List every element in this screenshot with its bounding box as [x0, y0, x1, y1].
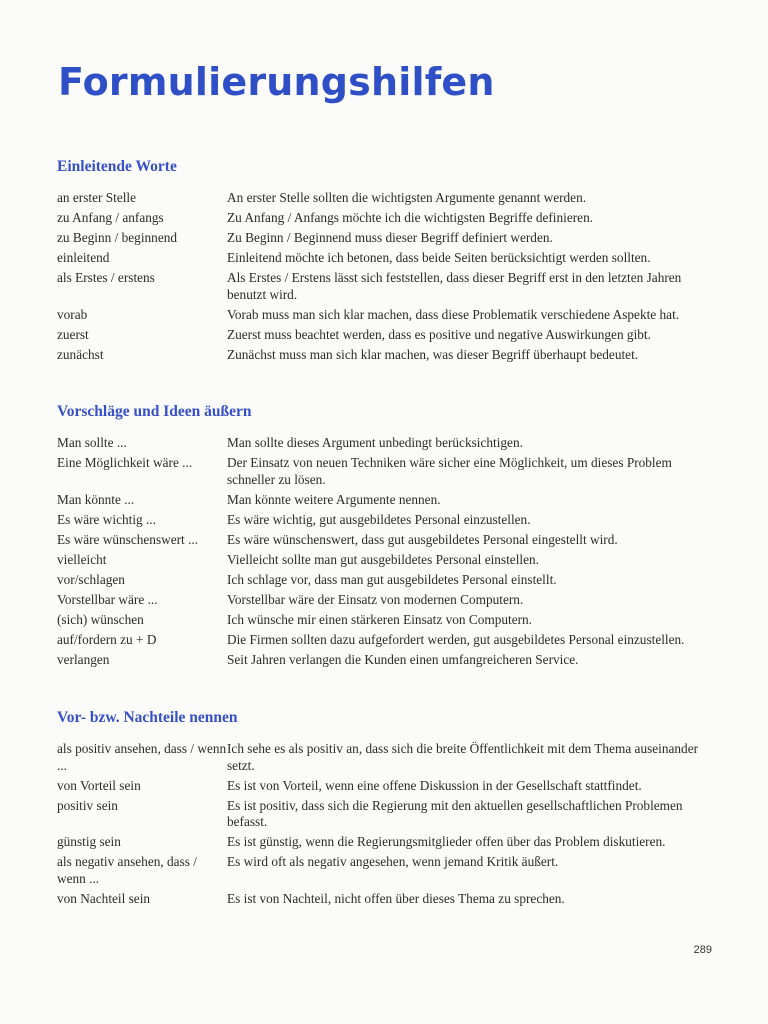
phrase-term: Eine Möglichkeit wäre ... [57, 455, 193, 470]
phrase-term: auf/fordern zu + D [57, 631, 157, 647]
phrase-example: Zunächst muss man sich klar machen, was dieser Begriff überhaupt bedeutet. [227, 346, 639, 362]
phrase-row [57, 778, 717, 795]
phrase-list [57, 741, 717, 907]
phrase-term: einleitend [57, 250, 110, 265]
phrase-example: Ich sehe es als positiv an, dass sich die breite Öffentlichkeit mit dem Thema auseinander setzt. [227, 741, 699, 773]
phrase-term: als negativ ansehen, dass / wenn ... [57, 854, 197, 886]
phrase-example: Die Firmen sollten dazu aufgefordert werden, gut ausgebildetes Personal einzustellen. [227, 631, 685, 647]
phrase-example: Es wird oft als negativ angesehen, wenn jemand Kritik äußert. [227, 854, 559, 869]
phrase-example: Es ist positiv, dass sich die Regierung mit den aktuellen gesellschaftlichen Problemen befasst. [227, 797, 683, 829]
phrase-example: Ich schlage vor, dass man gut ausgebildetes Personal einstellt. [227, 571, 557, 587]
phrase-example: Als Erstes / Erstens lässt sich feststellen, dass dieser Begriff erst in den letzten Jahren benutzt wird. [227, 270, 682, 302]
section-vor-nachteile [57, 709, 717, 911]
phrase-list [57, 190, 717, 363]
phrase-example: Es wäre wünschenswert, dass gut ausgebildetes Personal eingestellt wird. [227, 531, 618, 547]
phrase-term: günstig sein [57, 834, 121, 849]
phrase-example: Einleitend möchte ich betonen, dass beide Seiten berücksichtigt werden sollten. [227, 250, 651, 265]
section-heading: Einleitende Worte [57, 158, 177, 175]
phrase-example: Man sollte dieses Argument unbedingt berücksichtigen. [227, 435, 523, 450]
phrase-example: Es ist von Vorteil, wenn eine offene Diskussion in der Gesellschaft stattfindet. [227, 777, 642, 793]
phrase-term: zu Beginn / beginnend [57, 230, 178, 245]
phrase-example: Der Einsatz von neuen Techniken wäre sicher eine Möglichkeit, um dieses Problem schneller zu lösen. [227, 455, 672, 487]
phrase-row [57, 632, 717, 649]
phrase-example: Es wäre wichtig, gut ausgebildetes Personal einzustellen. [227, 511, 531, 527]
phrase-row [57, 270, 717, 303]
phrase-example: Vorab muss man sich klar machen, dass diese Problematik verschiedene Aspekte hat. [227, 306, 680, 322]
phrase-row [57, 612, 717, 629]
section-vorschlaege [57, 403, 717, 672]
phrase-example: Vorstellbar wäre der Einsatz von modernen Computern. [227, 591, 524, 607]
phrase-example: Zuerst muss beachtet werden, dass es positive und negative Auswirkungen gibt. [227, 326, 651, 342]
phrase-row [57, 532, 717, 549]
phrase-term: Man könnte ... [57, 491, 135, 507]
phrase-row [57, 230, 717, 247]
phrase-row [57, 492, 717, 509]
phrase-term: (sich) wünschen [57, 611, 144, 627]
phrase-term: positiv sein [57, 797, 118, 813]
phrase-row [57, 327, 717, 344]
phrase-row [57, 512, 717, 529]
phrase-row [57, 307, 717, 324]
phrase-example: Zu Anfang / Anfangs möchte ich die wichtigsten Begriffe definieren. [227, 210, 594, 225]
phrase-term: zuerst [57, 326, 89, 342]
phrase-term: vorab [57, 306, 88, 322]
section-heading: Vorschläge und Ideen äußern [57, 403, 252, 420]
phrase-term: Es wäre wichtig ... [57, 511, 156, 527]
phrase-term: verlangen [57, 651, 110, 667]
phrase-row [57, 834, 717, 851]
page-number: 289 [693, 944, 712, 956]
phrase-term: von Nachteil sein [57, 890, 151, 906]
phrase-example: An erster Stelle sollten die wichtigsten Argumente genannt werden. [227, 190, 587, 205]
phrase-example: Es ist günstig, wenn die Regierungsmitglieder offen über das Problem diskutieren. [227, 834, 666, 849]
phrase-example: Vielleicht sollte man gut ausgebildetes Personal einstellen. [227, 551, 539, 567]
phrase-term: zunächst [57, 346, 104, 362]
phrase-row [57, 455, 717, 488]
phrase-term: vor/schlagen [57, 571, 125, 587]
phrase-row [57, 190, 717, 207]
phrase-row [57, 741, 717, 774]
page-title: Formulierungshilfen [58, 60, 495, 104]
phrase-row [57, 592, 717, 609]
phrase-row [57, 210, 717, 227]
phrase-term: vielleicht [57, 551, 107, 567]
phrase-row [57, 250, 717, 267]
section-heading: Vor- bzw. Nachteile nennen [57, 709, 238, 726]
phrase-term: zu Anfang / anfangs [57, 210, 164, 225]
section-einleitende-worte [57, 158, 717, 367]
phrase-row [57, 854, 717, 887]
phrase-row [57, 798, 717, 831]
phrase-row [57, 652, 717, 669]
phrase-example: Man könnte weitere Argumente nennen. [227, 491, 441, 507]
phrase-example: Es ist von Nachteil, nicht offen über dieses Thema zu sprechen. [227, 890, 565, 906]
phrase-row [57, 891, 717, 908]
phrase-term: von Vorteil sein [57, 777, 141, 793]
phrase-term: als Erstes / erstens [57, 270, 155, 285]
phrase-row [57, 347, 717, 364]
phrase-example: Seit Jahren verlangen die Kunden einen umfangreicheren Service. [227, 651, 579, 667]
phrase-term: als positiv ansehen, dass / wenn ... [57, 741, 227, 773]
phrase-term: Man sollte ... [57, 435, 127, 450]
phrase-term: an erster Stelle [57, 190, 137, 205]
phrase-term: Es wäre wünschenswert ... [57, 531, 199, 547]
phrase-row [57, 552, 717, 569]
phrase-example: Zu Beginn / Beginnend muss dieser Begriff definiert werden. [227, 230, 553, 245]
phrase-row [57, 572, 717, 589]
phrase-list [57, 435, 717, 668]
phrase-row [57, 435, 717, 452]
phrase-term: Vorstellbar wäre ... [57, 591, 158, 607]
phrase-example: Ich wünsche mir einen stärkeren Einsatz von Computern. [227, 611, 532, 627]
